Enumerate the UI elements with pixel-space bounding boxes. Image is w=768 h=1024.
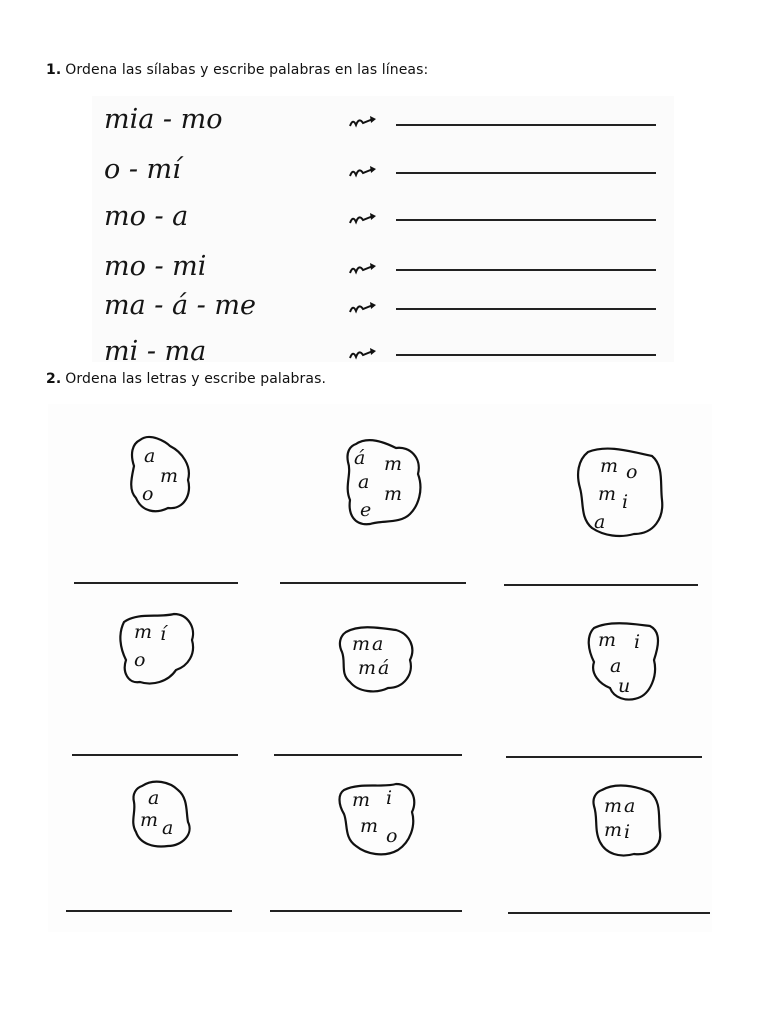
syllables-5: ma - á - me	[104, 290, 256, 321]
letter: i	[622, 491, 629, 513]
letter: m	[352, 789, 371, 811]
answer-line-letters-5[interactable]	[274, 754, 462, 756]
answer-line-letters-4[interactable]	[72, 754, 238, 756]
exercise-1-instruction	[46, 62, 428, 78]
answer-line-letters-7[interactable]	[66, 910, 232, 912]
letter: a	[624, 795, 636, 817]
letter: o	[386, 825, 398, 847]
syllable-row-6	[100, 334, 660, 374]
answer-line-5[interactable]	[396, 308, 656, 310]
letter: a	[594, 511, 606, 533]
arrow-icon	[348, 346, 378, 362]
letter: o	[142, 483, 154, 505]
blob-shape	[116, 610, 198, 688]
answer-line-letters-6[interactable]	[506, 756, 702, 758]
syllables-6: mi - ma	[104, 336, 207, 367]
syllable-row-1	[100, 102, 660, 142]
letter: m	[600, 455, 619, 477]
syllables-2: o - mí	[104, 154, 181, 185]
letter-group-6	[584, 618, 664, 704]
letter: o	[134, 649, 146, 671]
letter: i	[386, 787, 393, 809]
blob-shape	[590, 782, 662, 858]
answer-line-1[interactable]	[396, 124, 656, 126]
syllables-3: mo - a	[104, 201, 189, 232]
syllable-row-5	[100, 288, 660, 328]
letter: m	[352, 633, 371, 655]
syllable-row-4	[100, 249, 660, 289]
letter-group-8	[336, 780, 420, 860]
letter: a	[162, 817, 174, 839]
letter: m	[134, 621, 153, 643]
letter: m	[604, 795, 623, 817]
exercise-1-number: 1.	[46, 62, 62, 78]
arrow-icon	[348, 114, 378, 130]
letter-group-4	[116, 610, 198, 688]
exercise-2-text: Ordena las letras y escribe palabras.	[65, 371, 327, 387]
letter-group-1	[126, 432, 196, 516]
blob-shape	[340, 434, 426, 528]
letter: u	[618, 675, 631, 697]
exercise-2-instruction	[46, 371, 326, 387]
letter-group-2	[340, 434, 426, 528]
answer-line-letters-9[interactable]	[508, 912, 710, 914]
letter: m	[140, 809, 159, 831]
letter: m	[358, 657, 377, 679]
letter: m	[384, 453, 403, 475]
arrow-icon	[348, 261, 378, 277]
letter: a	[148, 787, 160, 809]
blob-shape	[126, 776, 196, 850]
letter: i	[634, 631, 641, 653]
letter: í	[160, 623, 167, 645]
letter: m	[160, 465, 179, 487]
letter: m	[598, 483, 617, 505]
letter: m	[598, 629, 617, 651]
exercise-1-text: Ordena las sílabas y escribe palabras en las líneas:	[65, 62, 429, 78]
letter: a	[372, 633, 384, 655]
letter: á	[354, 447, 366, 469]
letter: m	[384, 483, 403, 505]
syllable-row-3	[100, 199, 660, 239]
letter: a	[358, 471, 370, 493]
answer-line-4[interactable]	[396, 269, 656, 271]
letter: m	[360, 815, 379, 837]
letter: i	[624, 821, 631, 843]
letter: a	[610, 655, 622, 677]
answer-line-letters-3[interactable]	[504, 584, 698, 586]
arrow-icon	[348, 211, 378, 227]
letter: o	[626, 461, 638, 483]
letter-group-3	[574, 444, 668, 540]
letter: m	[604, 819, 623, 841]
answer-line-letters-8[interactable]	[270, 910, 462, 912]
answer-line-letters-2[interactable]	[280, 582, 466, 584]
letter: a	[144, 445, 156, 467]
syllables-4: mo - mi	[104, 251, 207, 282]
arrow-icon	[348, 164, 378, 180]
letter: á	[378, 657, 390, 679]
letter-group-9	[590, 782, 662, 858]
syllable-row-2	[100, 152, 660, 192]
answer-line-3[interactable]	[396, 219, 656, 221]
exercise-2-number: 2.	[46, 371, 62, 387]
letter-group-5	[336, 622, 416, 694]
blob-shape	[574, 444, 668, 540]
answer-line-6[interactable]	[396, 354, 656, 356]
letter-group-7	[126, 776, 196, 850]
letter: e	[360, 499, 372, 521]
syllables-1: mia - mo	[104, 104, 223, 135]
answer-line-letters-1[interactable]	[74, 582, 238, 584]
answer-line-2[interactable]	[396, 172, 656, 174]
arrow-icon	[348, 300, 378, 316]
